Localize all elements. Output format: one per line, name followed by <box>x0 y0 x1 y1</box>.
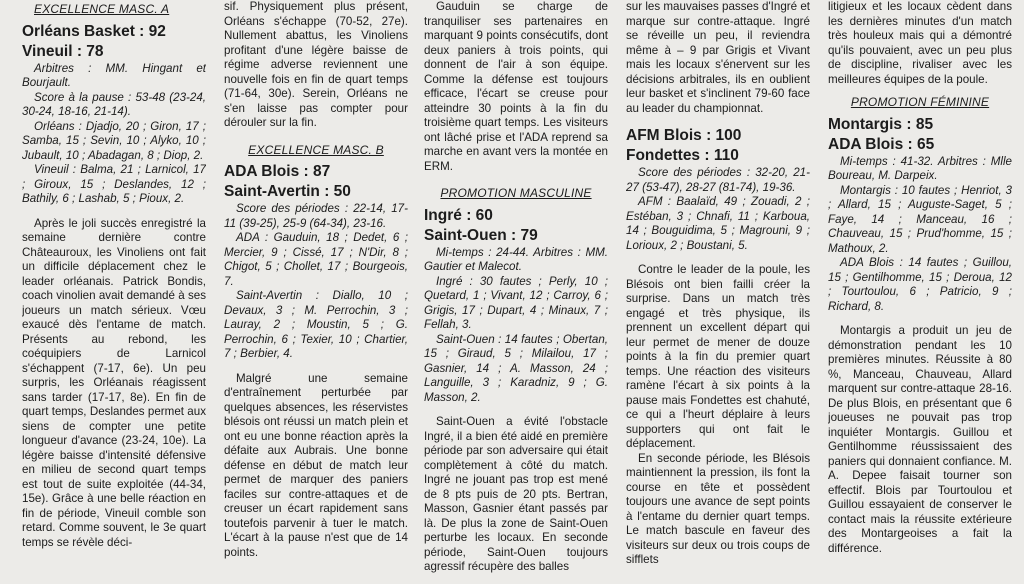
team-score-away: Saint-Avertin : 50 <box>224 183 351 200</box>
results-line: Mi-temps : 24-44. Arbitres : MM. Gautier et Malecot. <box>424 245 608 273</box>
article-text: sif. Physiquement plus présent, Orléans s'échappe (70-52, 27e). Nullement abattus, les Vinoliens profitant d'une légère baisse de régime adverse reviennent une nouvelle fois en fin de quart temps (71-64, 30e). Serein, Orléans ne s'en laisse pas compter pour dérouler sur la fin. <box>224 0 408 129</box>
results-line: Orléans : Djadjo, 20 ; Giron, 17 ; Samba, 15 ; Sevin, 10 ; Alyko, 10 ; Jubault, 10 ; Abadagan, 8 ; Diop, 2. <box>22 119 206 162</box>
team-score-away: Saint-Ouen : 79 <box>424 226 538 244</box>
article-text: litigieux et les locaux cèdent dans les dernières minutes d'un match très houleux mais qui a démontré qu'ils pouvaient, avec un peu plus de discipline, rivaliser avec les meilleures équipes de la poule. <box>828 0 1012 86</box>
article-text: En seconde période, les Blésois maintiennent la pression, ils font la course en tête et possèdent toujours une avance de sept points à l'entame du dernier quart temps. Le match bascule en faveur des visiteurs sur deux ou trois coups de sifflets <box>626 451 810 566</box>
match-results <box>626 166 810 253</box>
article-text: Montargis a produit un jeu de démonstration pendant les 10 premières minutes. Réussite à 80 %, Manceau, Chauveau, Allard marquent sur contre-attaque 28-16. De plus Blois, en présentant que 6 joueuses ne pouvait pas trop inquiéter Montargis. Guillou et Gentilhomme réussissaient des paniers qui donnaient confiance. M. A. Depee faisait tourner son effectif. Blois par Tourtoulou et Guillou essayaient de conserver le contact mais la réussite extérieure des Montargeoises a fait la différence. <box>828 324 1012 555</box>
results-line: Montargis : 10 fautes ; Henriot, 3 ; Allard, 15 ; Auguste-Saget, 5 ; Faye, 14 ; Manceau, 16 ; Chauveau, 15 ; Prud'homme, 15 ; Mathoux, 2. <box>828 183 1012 255</box>
section-heading: EXCELLENCE MASC. A <box>34 2 170 16</box>
results-line: Saint-Ouen : 14 fautes ; Obertan, 15 ; Giraud, 5 ; Milailou, 17 ; Gasnier, 14 ; A. Masson, 24 ; Languille, 3 ; Karadniz, 9 ; G. Masson, 2. <box>424 332 608 404</box>
match-results <box>22 62 206 207</box>
article-text: Contre le leader de la poule, les Blésois ont bien failli créer la surprise. Dans un match très engagé et très physique, ils prennent un excellent départ qui leur permet de mener de douze points à la fin du premier quart temps. Une réaction des visiteurs ramène l'écart à six points à la pause mais Fondettes est chahuté, ce qui a l'heurt déplaire à leurs supporters qui ont fait le déplacement. <box>626 263 810 450</box>
section-heading: PROMOTION MASCULINE <box>440 186 592 200</box>
team-score-home: Montargis : 85 <box>828 115 934 133</box>
match-results <box>828 155 1012 315</box>
team-score-away: Vineuil : 78 <box>22 42 104 60</box>
team-score-home: ADA Blois : 87 <box>224 163 331 180</box>
section-heading: EXCELLENCE MASC. B <box>248 142 384 157</box>
article-text: sur les mauvaises passes d'Ingré et marque sur contre-attaque. Ingré se réveille un peu, il reviendra même à – 9 par Grigis et Vivant mais les locaux s'énervent sur les décisions arbitrales, ils en oublient leur basket et s'inclinent 79-60 face au leader du championnat. <box>626 0 810 115</box>
results-line: Ingré : 30 fautes ; Perly, 10 ; Quetard, 1 ; Vivant, 12 ; Carroy, 6 ; Grigis, 17 ; Dupart, 4 ; Minaux, 7 ; Fellah, 3. <box>424 274 608 331</box>
match-results <box>224 202 408 362</box>
results-line: Mi-temps : 41-32. Arbitres : Mlle Boureau, M. Darpeix. <box>828 154 1012 182</box>
results-line: Score à la pause : 53-48 (23-24, 30-24, 18-16, 21-14). <box>22 90 206 118</box>
team-score-home: AFM Blois : 100 <box>626 127 742 144</box>
results-line: Saint-Avertin : Diallo, 10 ; Devaux, 3 ; M. Perrochin, 3 ; Lauray, 2 ; Moustin, 5 ; G. Perrochin, 6 ; Texier, 10 ; Chartier, 7 ; Berbier, 4. <box>224 289 408 360</box>
results-line: Vineuil : Balma, 21 ; Larnicol, 17 ; Giroux, 15 ; Deslandes, 12 ; Bathily, 6 ; Lashab, 5 ; Pioux, 2. <box>22 163 206 205</box>
match-results <box>424 246 608 406</box>
article-text: Malgré une semaine d'entraînement perturbée par quelques absences, les réservistes blésois ont réussi un match plein et ont eu une bonne réaction après la défaite aux Aubrais. Une bonne défense en début de match leur permet de marquer des paniers faciles sur contre-attaques et de creuser un écart rapidement sans toutefois parvenir à tuer le match. L'écart à la pause n'est que de 14 points. <box>224 371 408 559</box>
section-heading: PROMOTION FÉMININE <box>850 95 990 109</box>
article-text: Saint-Ouen a évité l'obstacle Ingré, il a bien été aidé en première période par son adversaire qui était complètement à côté du match. Ingré ne jouant pas trop est mené de 8 pts puis de 20 pts. Bertran, Masson, Gasnier étant passés par là. De plus la zone de Saint-Ouen perturbe les locaux. En seconde période, Saint-Ouen toujours agressif récupère des balles <box>424 415 608 573</box>
results-line: ADA : Gauduin, 18 ; Dedet, 6 ; Mercier, 9 ; Cissé, 17 ; N'Dir, 8 ; Chigot, 5 ; Chollet, 17 ; Bourgeois, 7. <box>224 231 408 288</box>
results-line: Arbitres : MM. Hingant et Bourjault. <box>22 61 206 89</box>
team-score-away: ADA Blois : 65 <box>828 135 935 153</box>
results-line: AFM : Baalaïd, 49 ; Zouadi, 2 ; Estéban, 3 ; Chnafi, 11 ; Karboua, 14 ; Bouguidima, 5 ; Magrouni, 9 ; Lorioux, 2 ; Boustani, 5. <box>626 195 810 252</box>
column-4 <box>626 0 810 584</box>
column-1 <box>22 0 206 584</box>
team-score-home: Ingré : 60 <box>424 206 493 224</box>
results-line: Score des périodes : 22-14, 17-11 (39-25), 25-9 (64-34), 23-16. <box>224 202 408 230</box>
article-text: Après le joli succès enregistré la semaine dernière contre Châteauroux, les Vinoliens ont fait un difficile déplacement chez le leader orléanais. Patrick Bondis, coach vinolien avait demandé à ses joueurs un match sérieux. Vœu exaucé dès l'entame de match. Présents au rebond, les coéquipiers de Larnicol s'échappent (7-17, 6e). Un peu surpris, les Orléanais réagissent sans tarder (17-17, 8e). En fin de quart temps, Deslandes permet aux siens de compter une petite longueur d'avance (23-24, 10e). La légère baisse d'intensité défensive en milieu de second quart temps est tout de suite exploitée (44-34, 15e). Grâce à une belle réaction en fin de période, Vineuil comble son retard. Comme souvent, le 3e quart temps se révèle déci- <box>22 216 206 549</box>
results-line: ADA Blois : 14 fautes ; Guillou, 15 ; Gentilhomme, 15 ; Deroua, 12 ; Tourtoulou, 6 ; Patricio, 9 ; Richard, 8. <box>828 256 1012 313</box>
column-2 <box>224 0 408 584</box>
article-text: Gauduin se charge de tranquiliser ses partenaires en marquant 9 points consécutifs, dont deux paniers à trois points, qui donnent de l'air à son équipe. Comme la défense est toujours efficace, l'écart se creuse pour atteindre 30 points à la fin du troisième quart temps. Les visiteurs ont lâché prise et l'ADA reprend sa marche en avant vers la montée en ERM. <box>424 0 608 173</box>
column-3 <box>424 0 608 584</box>
column-5 <box>828 0 1012 584</box>
results-line: Score des périodes : 32-20, 21-27 (53-47), 28-27 (81-74), 19-36. <box>626 166 810 194</box>
team-score-away: Fondettes : 110 <box>626 147 739 164</box>
team-score-home: Orléans Basket : 92 <box>22 22 166 40</box>
